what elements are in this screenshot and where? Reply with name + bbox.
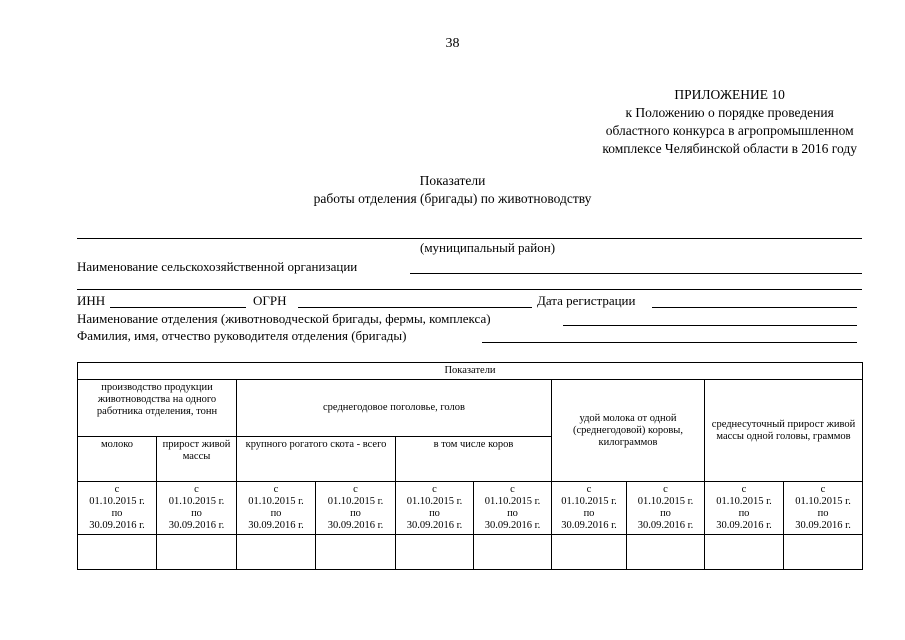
period-row (78, 482, 863, 535)
period-cell (627, 482, 705, 535)
period-end: 30.09.2016 г. (716, 520, 772, 531)
period-end: 30.09.2016 г. (795, 520, 851, 531)
period-from: с (273, 484, 279, 495)
head-name-label: Фамилия, имя, отчество руководителя отделения (бригады) (77, 328, 407, 343)
subheader-cows: в том числе коров (396, 437, 552, 482)
period-from: с (510, 484, 515, 495)
period-to: по (507, 508, 518, 519)
period-start: 01.10.2015 г. (484, 496, 541, 507)
ogrn-label: ОГРН (253, 293, 287, 308)
inn-field[interactable] (110, 307, 246, 308)
indicators-table (77, 362, 863, 570)
subheader-milk: молоко (78, 437, 157, 482)
period-start: 01.10.2015 г. (716, 496, 772, 507)
period-from: с (432, 484, 437, 495)
period-cell (784, 482, 863, 535)
appendix-line: областного конкурса в агропромышленном (605, 123, 854, 138)
title-line-2: работы отделения (бригады) по животноводству (313, 191, 592, 206)
inn-label: ИНН (77, 293, 106, 308)
period-end: 30.09.2016 г. (637, 520, 694, 531)
data-cell[interactable] (784, 535, 863, 570)
period-to: по (270, 508, 282, 519)
reg-date-label: Дата регистрации (537, 293, 636, 308)
ogrn-field[interactable] (298, 307, 532, 308)
period-to: по (350, 508, 361, 519)
period-to: по (583, 508, 595, 519)
appendix-header (602, 86, 857, 158)
data-entry-row (78, 535, 863, 570)
period-to: по (429, 508, 440, 519)
period-start: 01.10.2015 г. (327, 496, 384, 507)
period-cell (78, 482, 157, 535)
period-cell (474, 482, 552, 535)
document-title (0, 172, 905, 208)
data-cell[interactable] (78, 535, 157, 570)
org-name-label: Наименование сельскохозяйственной организации (77, 259, 358, 274)
data-cell[interactable] (552, 535, 627, 570)
head-name-field[interactable] (482, 342, 857, 343)
title-line-1: Показатели (419, 173, 486, 188)
page-number: 38 (445, 36, 460, 51)
period-start: 01.10.2015 г. (248, 496, 304, 507)
period-to: по (817, 508, 829, 519)
period-cell (157, 482, 237, 535)
period-from: с (353, 484, 358, 495)
appendix-title: ПРИЛОЖЕНИЕ 10 (674, 87, 785, 102)
table-main-header: Показатели (78, 363, 863, 380)
org-name-field[interactable] (410, 273, 862, 274)
period-from: с (820, 484, 826, 495)
period-start: 01.10.2015 г. (406, 496, 463, 507)
period-to: по (111, 508, 123, 519)
period-end: 30.09.2016 г. (248, 520, 304, 531)
data-cell[interactable] (627, 535, 705, 570)
period-cell (237, 482, 316, 535)
appendix-line: к Положению о порядке проведения (625, 105, 834, 120)
period-start: 01.10.2015 г. (89, 496, 145, 507)
period-to: по (191, 508, 202, 519)
district-field-line[interactable] (77, 238, 862, 239)
period-end: 30.09.2016 г. (327, 520, 384, 531)
subheader-cattle-total: крупного рогатого скота - всего (237, 437, 396, 482)
period-cell (552, 482, 627, 535)
period-from: с (114, 484, 120, 495)
appendix-line: комплексе Челябинской области в 2016 году (602, 141, 857, 156)
data-cell[interactable] (474, 535, 552, 570)
district-caption: (муниципальный район) (420, 240, 556, 255)
period-start: 01.10.2015 г. (795, 496, 851, 507)
data-cell[interactable] (316, 535, 396, 570)
data-cell[interactable] (396, 535, 474, 570)
header-milk-yield: удой молока от одной (среднегодовой) коровы, килограммов (552, 380, 705, 482)
period-to: по (660, 508, 671, 519)
period-end: 30.09.2016 г. (561, 520, 617, 531)
period-start: 01.10.2015 г. (561, 496, 617, 507)
period-start: 01.10.2015 г. (168, 496, 225, 507)
period-end: 30.09.2016 г. (89, 520, 145, 531)
period-cell (316, 482, 396, 535)
subheader-weight-gain: прирост живой массы (157, 437, 237, 482)
period-from: с (741, 484, 747, 495)
period-cell (705, 482, 784, 535)
header-daily-weight-gain: среднесуточный прирост живой массы одной головы, граммов (705, 380, 863, 482)
division-label: Наименование отделения (животноводческой бригады, фермы, комплекса) (77, 311, 491, 326)
period-start: 01.10.2015 г. (637, 496, 694, 507)
org-name-field-continued[interactable] (77, 289, 862, 290)
header-production-per-worker: производство продукции животноводства на одного работника отделения, тонн (78, 380, 237, 437)
division-field[interactable] (563, 325, 857, 326)
period-end: 30.09.2016 г. (484, 520, 541, 531)
period-end: 30.09.2016 г. (168, 520, 225, 531)
period-from: с (663, 484, 668, 495)
period-end: 30.09.2016 г. (406, 520, 463, 531)
data-cell[interactable] (157, 535, 237, 570)
header-average-livestock: среднегодовое поголовье, голов (237, 380, 552, 437)
period-from: с (586, 484, 592, 495)
data-cell[interactable] (237, 535, 316, 570)
period-from: с (194, 484, 199, 495)
reg-date-field[interactable] (652, 307, 857, 308)
period-cell (396, 482, 474, 535)
period-to: по (738, 508, 750, 519)
data-cell[interactable] (705, 535, 784, 570)
